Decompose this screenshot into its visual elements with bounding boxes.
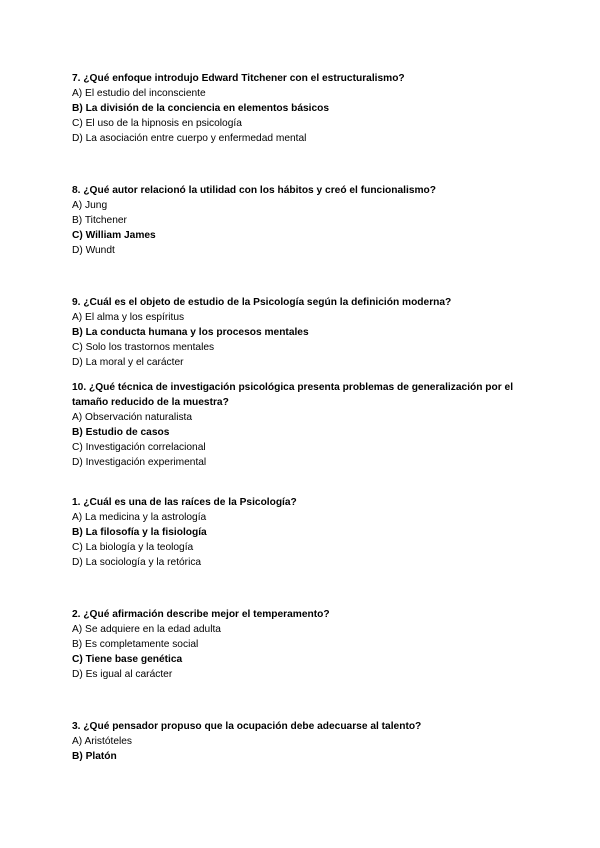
answer-option: D) La asociación entre cuerpo y enfermedad mental (72, 133, 307, 144)
question-title: 10. ¿Qué técnica de investigación psicológica presenta problemas de generalización por el tamaño reducido de la muestra? (72, 382, 514, 408)
answer-option: A) El alma y los espíritus (72, 312, 185, 323)
answer-option: D) La sociología y la retórica (72, 557, 202, 568)
answer-option-correct: B) Platón (72, 751, 117, 762)
answer-option: D) Wundt (72, 245, 115, 256)
question-block (72, 380, 542, 470)
question-title: 8. ¿Qué autor relacionó la utilidad con los hábitos y creó el funcionalismo? (72, 185, 436, 196)
answer-option: A) El estudio del inconsciente (72, 88, 206, 99)
question-title: 2. ¿Qué afirmación describe mejor el temperamento? (72, 609, 330, 620)
question-block (72, 71, 542, 146)
question-block (72, 719, 542, 764)
answer-option: A) La medicina y la astrología (72, 512, 207, 523)
answer-option-correct: B) La conducta humana y los procesos mentales (72, 327, 309, 338)
question-title: 3. ¿Qué pensador propuso que la ocupación debe adecuarse al talento? (72, 721, 422, 732)
answer-option: A) Se adquiere en la edad adulta (72, 624, 221, 635)
answer-option-correct: B) Estudio de casos (72, 427, 170, 438)
question-block (72, 607, 542, 682)
answer-option: D) La moral y el carácter (72, 357, 184, 368)
answer-option: C) El uso de la hipnosis en psicología (72, 118, 242, 129)
answer-option: C) Solo los trastornos mentales (72, 342, 215, 353)
answer-option: C) La biología y la teología (72, 542, 194, 553)
answer-option: A) Aristóteles (72, 736, 133, 747)
question-block (72, 183, 542, 258)
answer-option-correct: C) Tiene base genética (72, 654, 183, 665)
answer-option: B) Es completamente social (72, 639, 199, 650)
answer-option-correct: B) La división de la conciencia en elementos básicos (72, 103, 330, 114)
question-title: 7. ¿Qué enfoque introdujo Edward Titchener con el estructuralismo? (72, 73, 405, 84)
answer-option: D) Es igual al carácter (72, 669, 173, 680)
answer-option: D) Investigación experimental (72, 457, 207, 468)
answer-option: B) Titchener (72, 215, 127, 226)
question-title: 9. ¿Cuál es el objeto de estudio de la Psicología según la definición moderna? (72, 297, 452, 308)
answer-option: A) Jung (72, 200, 108, 211)
answer-option-correct: C) William James (72, 230, 156, 241)
question-title: 1. ¿Cuál es una de las raíces de la Psicología? (72, 497, 297, 508)
question-block (72, 495, 542, 570)
answer-option-correct: B) La filosofía y la fisiología (72, 527, 207, 538)
answer-option: A) Observación naturalista (72, 412, 193, 423)
answer-option: C) Investigación correlacional (72, 442, 206, 453)
question-block (72, 295, 542, 370)
